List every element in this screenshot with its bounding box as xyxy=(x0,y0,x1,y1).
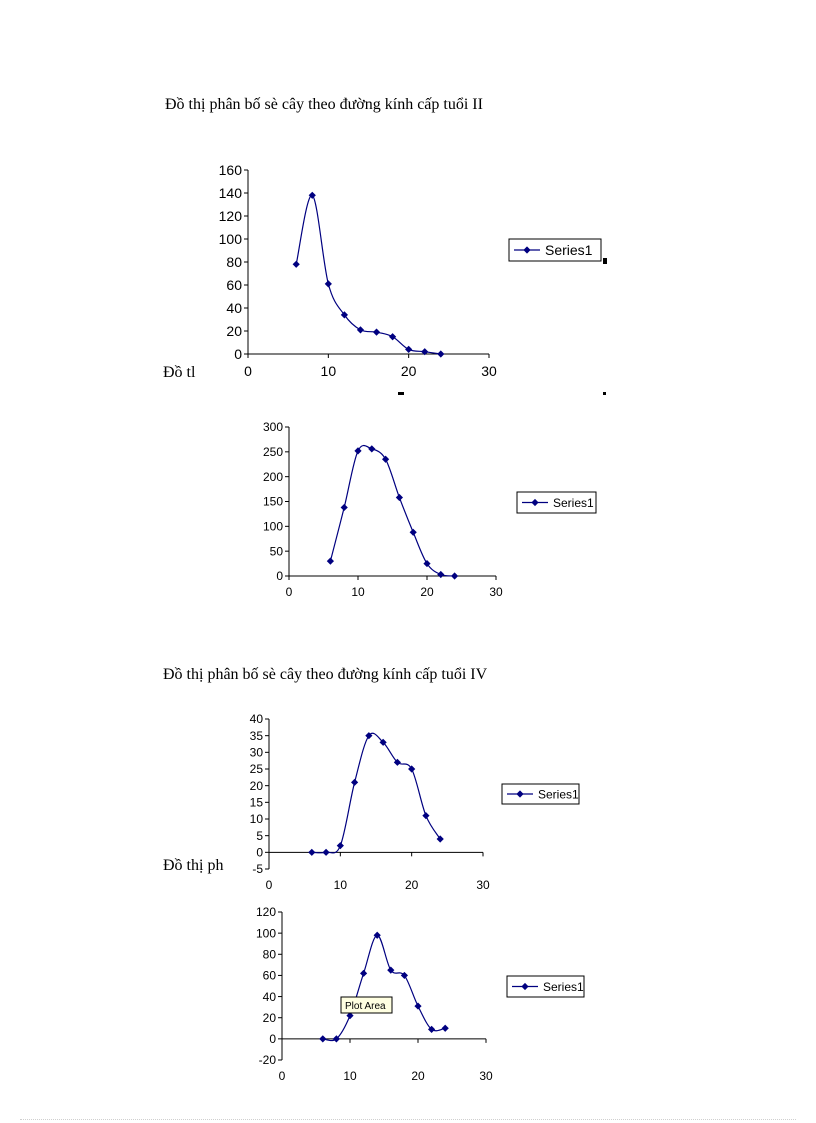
x-tick-label: 0 xyxy=(244,363,252,379)
legend-label: Series1 xyxy=(543,979,584,994)
y-tick-label: 160 xyxy=(218,161,242,178)
x-tick-label: 30 xyxy=(489,585,503,599)
chart-4 xyxy=(256,905,584,1083)
y-tick-label: 80 xyxy=(262,947,276,962)
legend-label: Series1 xyxy=(553,495,594,510)
data-point xyxy=(396,494,403,501)
data-point xyxy=(382,456,389,463)
y-tick-label: 5 xyxy=(256,828,263,843)
data-point xyxy=(357,326,364,333)
y-tick-label: 40 xyxy=(226,299,242,316)
chart-2 xyxy=(263,420,596,599)
plot-area-tooltip xyxy=(341,997,392,1013)
x-tick-label: 20 xyxy=(400,363,417,379)
x-tick-label: 10 xyxy=(333,878,348,892)
data-point xyxy=(341,504,348,511)
data-point xyxy=(337,842,344,849)
data-point xyxy=(410,529,417,536)
chart-1 xyxy=(219,162,601,379)
data-point xyxy=(414,1002,421,1009)
chart-title-age-2: Đồ thị phân bố sè cây theo đường kính cấp tuổi II xyxy=(165,96,483,113)
x-tick-label: 20 xyxy=(411,1069,425,1083)
y-tick-label: -20 xyxy=(258,1053,276,1068)
data-point xyxy=(293,261,300,268)
x-tick-label: 30 xyxy=(479,1069,493,1083)
y-tick-label: 15 xyxy=(249,795,263,810)
data-point xyxy=(325,280,332,287)
selection-handle xyxy=(603,258,607,264)
y-tick-label: 80 xyxy=(226,253,242,270)
page-bottom-rule xyxy=(20,1119,796,1120)
y-tick-label: 40 xyxy=(249,712,263,727)
data-point xyxy=(360,970,367,977)
legend xyxy=(509,239,601,261)
data-point xyxy=(389,333,396,340)
data-point xyxy=(368,445,375,452)
x-tick-label: 10 xyxy=(343,1069,357,1083)
y-tick-label: 40 xyxy=(262,989,276,1004)
chart-title-age-4: Đồ thị phân bố sè cây theo đường kính cấp tuổi IV xyxy=(163,666,488,683)
data-point xyxy=(405,346,412,353)
y-tick-label: 150 xyxy=(262,494,283,509)
data-point xyxy=(319,1035,326,1042)
y-tick-label: 0 xyxy=(256,845,263,860)
data-point xyxy=(437,835,444,842)
x-tick-label: 10 xyxy=(320,363,337,379)
y-tick-label: 20 xyxy=(262,1010,276,1025)
data-point xyxy=(442,1025,449,1032)
legend-label: Series1 xyxy=(538,787,579,802)
data-point xyxy=(451,572,458,579)
y-tick-label: 100 xyxy=(218,230,242,247)
partial-heading-age-3: Đồ tl xyxy=(163,364,196,381)
data-point xyxy=(354,447,361,454)
data-point xyxy=(351,779,358,786)
y-tick-label: 140 xyxy=(218,184,242,201)
x-tick-label: 30 xyxy=(476,878,490,892)
y-tick-label: 60 xyxy=(226,276,242,293)
y-tick-label: 0 xyxy=(276,569,283,584)
data-point xyxy=(327,558,334,565)
partial-heading-age-5: Đồ thị ph xyxy=(163,857,224,874)
selection-handle xyxy=(398,392,404,395)
series-line xyxy=(296,195,441,354)
y-tick-label: 0 xyxy=(234,345,242,362)
x-tick-label: 0 xyxy=(278,1069,286,1083)
x-tick-label: 0 xyxy=(265,878,273,892)
y-tick-label: 30 xyxy=(249,745,263,760)
y-tick-label: 50 xyxy=(269,544,283,559)
y-tick-label: 120 xyxy=(218,207,242,224)
y-tick-label: 10 xyxy=(249,812,263,827)
selection-handle xyxy=(603,392,606,395)
x-tick-label: 0 xyxy=(285,585,293,599)
chart-3 xyxy=(250,712,579,892)
y-tick-label: 25 xyxy=(249,762,263,777)
x-tick-label: 20 xyxy=(404,878,419,892)
data-point xyxy=(408,765,415,772)
y-tick-label: 250 xyxy=(262,445,283,460)
data-point xyxy=(373,329,380,336)
data-point xyxy=(308,849,315,856)
x-tick-label: 30 xyxy=(481,363,497,379)
y-tick-label: 35 xyxy=(249,728,263,743)
data-point xyxy=(437,571,444,578)
y-tick-label: -5 xyxy=(252,862,263,877)
tooltip-label: Plot Area xyxy=(345,1001,386,1012)
data-point xyxy=(322,849,329,856)
legend xyxy=(517,492,596,513)
legend xyxy=(507,976,584,997)
data-point xyxy=(422,812,429,819)
y-tick-label: 100 xyxy=(255,926,276,941)
y-tick-label: 20 xyxy=(249,778,263,793)
y-tick-label: 20 xyxy=(226,322,242,339)
legend xyxy=(502,784,579,804)
x-tick-label: 10 xyxy=(351,585,365,599)
y-tick-label: 200 xyxy=(262,469,283,484)
series-line xyxy=(330,446,454,576)
y-tick-label: 100 xyxy=(262,519,283,534)
series-line xyxy=(312,733,440,853)
y-tick-label: 60 xyxy=(262,968,276,983)
y-tick-label: 0 xyxy=(269,1032,276,1047)
y-tick-label: 120 xyxy=(255,905,276,920)
data-point xyxy=(437,350,444,357)
y-tick-label: 300 xyxy=(262,420,283,435)
series-line xyxy=(323,935,445,1040)
legend-label: Series1 xyxy=(545,242,593,259)
x-tick-label: 20 xyxy=(420,585,434,599)
